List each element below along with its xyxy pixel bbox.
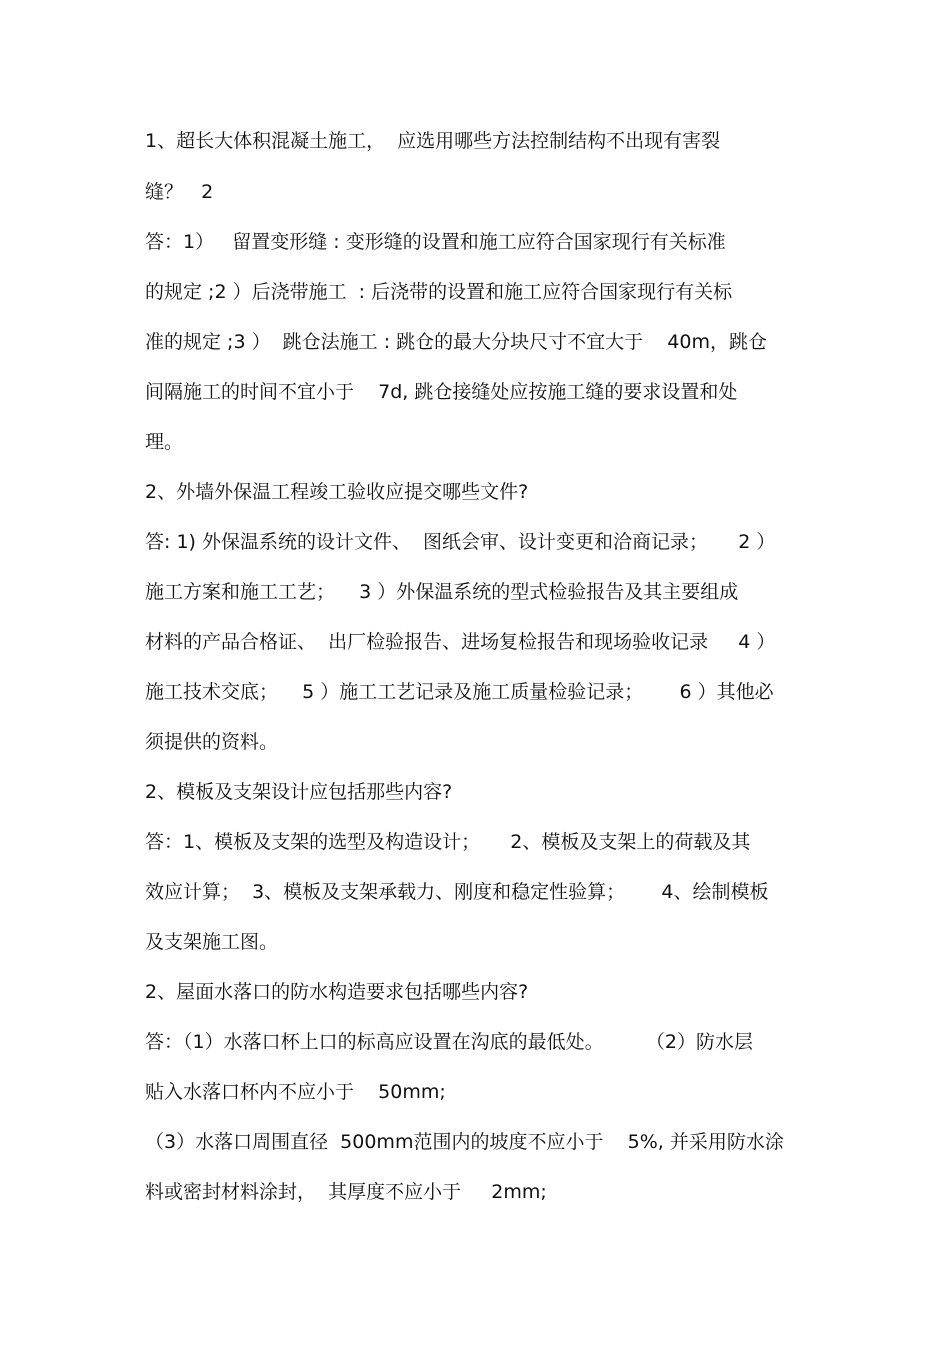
text-line-a1-4: 间隔施工的时间不宜小于 7d, 跳仓接缝处应按施工缝的要求设置和处 — [145, 381, 738, 403]
text-line-a4-3: （3）水落口周围直径 500mm范围内的坡度不应小于 5%, 并采用防水涂 — [145, 1131, 784, 1153]
text-line-a4-2: 贴入水落口杯内不应小于 50mm; — [145, 1081, 446, 1103]
text-line-a2-1: 答: 1) 外保温系统的设计文件、 图纸会审、设计变更和洽商记录； 2 ） — [145, 531, 776, 553]
text-line-a1-1: 答：1） 留置变形缝 : 变形缝的设置和施工应符合国家现行有关标准 — [145, 231, 726, 253]
text-line-a1-3: 准的规定 ;3 ） 跳仓法施工 : 跳仓的最大分块尺寸不宜大于 40m，跳仓 — [145, 331, 767, 353]
text-line-a4-4: 料或密封材料涂封， 其厚度不应小于 2mm; — [145, 1181, 547, 1203]
text-line-a1-2: 的规定 ;2 ）后浇带施工 : 后浇带的设置和施工应符合国家现行有关标 — [145, 281, 733, 303]
text-line-a2-3: 材料的产品合格证、 出厂检验报告、进场复检报告和现场验收记录 4 ） — [145, 631, 776, 653]
text-line-q1-title-part2: 缝？ 2 — [145, 181, 214, 203]
text-line-a3-2: 效应计算； 3、模板及支架承载力、刚度和稳定性验算； 4、绘制模板 — [145, 881, 769, 903]
text-line-a4-1: 答：（1）水落口杯上口的标高应设置在沟底的最低处。 （2）防水层 — [145, 1031, 753, 1053]
text-line-q1-title-part1: 1、超长大体积混凝土施工， 应选用哪些方法控制结构不出现有害裂 — [145, 130, 721, 152]
text-line-a1-5: 理。 — [145, 431, 184, 453]
text-line-a2-5: 须提供的资料。 — [145, 731, 279, 753]
text-line-q3-title: 2、模板及支架设计应包括那些内容? — [145, 781, 453, 803]
text-line-q2-title: 2、外墙外保温工程竣工验收应提交哪些文件? — [145, 481, 529, 503]
text-line-q4-title: 2、屋面水落口的防水构造要求包括哪些内容? — [145, 981, 529, 1003]
text-line-a2-2: 施工方案和施工工艺； 3 ）外保温系统的型式检验报告及其主要组成 — [145, 581, 739, 603]
text-line-a3-1: 答：1、模板及支架的选型及构造设计； 2、模板及支架上的荷载及其 — [145, 831, 751, 853]
text-line-a2-4: 施工技术交底； 5 ）施工工艺记录及施工质量检验记录； 6 ）其他必 — [145, 681, 774, 703]
text-line-a3-3: 及支架施工图。 — [145, 931, 279, 953]
